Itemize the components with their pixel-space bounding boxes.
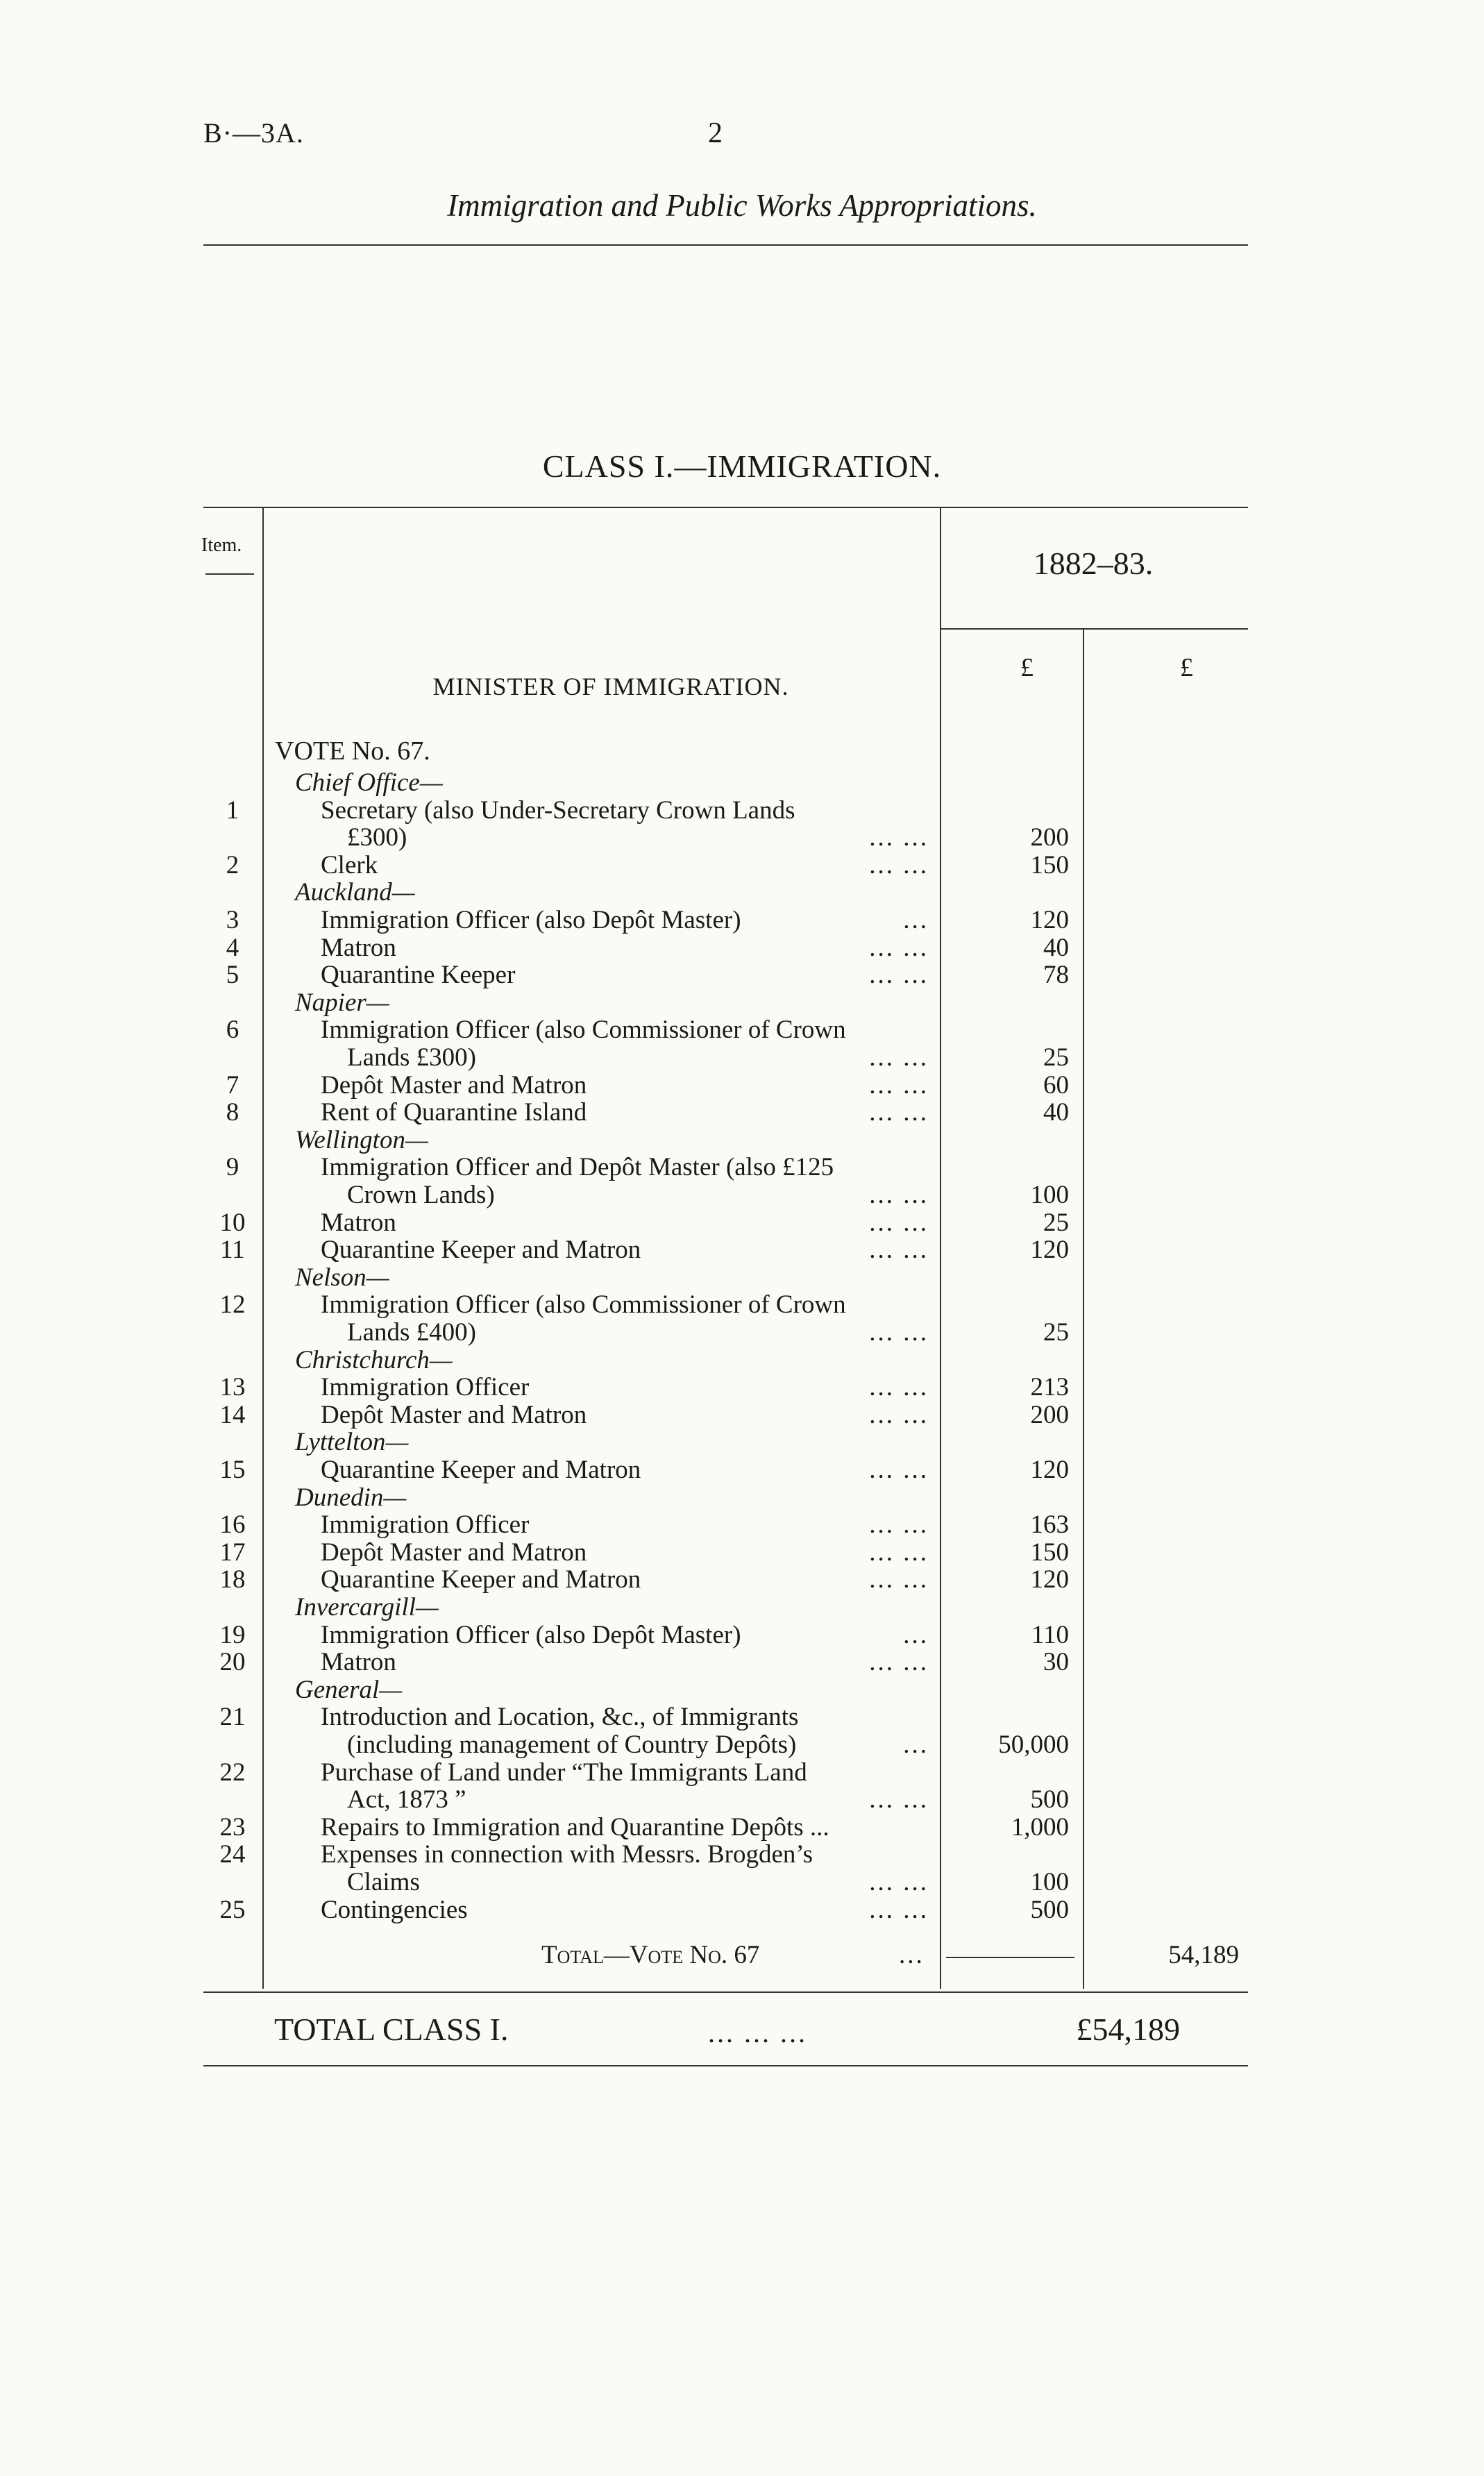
item-description: Quarantine Keeper and Matron [321, 1565, 641, 1594]
district-heading-row [0, 1264, 1484, 1291]
item-description: (including management of Country Depôts) [347, 1730, 797, 1759]
dot-leader: ... ... [869, 1785, 929, 1814]
item-number: 14 [219, 1400, 246, 1429]
item-amount: 40 [1043, 933, 1069, 962]
item-description: Clerk [321, 850, 378, 879]
item-number: 5 [226, 961, 239, 990]
item-description: Repairs to Immigration and Quarantine Depôts ... [321, 1812, 829, 1842]
appropriation-row [0, 1154, 1484, 1181]
item-description: £300) [347, 823, 407, 852]
item-description: Contingencies [321, 1895, 468, 1924]
district-heading-row [0, 1429, 1484, 1456]
appropriation-row [0, 1869, 1484, 1896]
vote-total-row [0, 1942, 1484, 1969]
item-number: 23 [219, 1812, 246, 1842]
item-description: Matron [321, 933, 396, 962]
item-amount: 25 [1043, 1043, 1069, 1072]
appropriation-row [0, 934, 1484, 961]
item-amount: 110 [1031, 1620, 1069, 1649]
item-amount: 120 [1030, 1236, 1069, 1265]
item-amount: 50,000 [998, 1730, 1069, 1759]
dot-leader: ... ... [869, 1895, 929, 1924]
item-number: 15 [219, 1456, 246, 1484]
district-heading: Christchurch— [295, 1345, 453, 1374]
appropriation-row [0, 961, 1484, 988]
item-description: Claims [347, 1868, 420, 1896]
item-number: 16 [219, 1510, 246, 1540]
appropriation-row [0, 1759, 1484, 1786]
district-heading: Auckland— [295, 878, 415, 907]
dot-leader: ... ... [869, 1510, 929, 1540]
vote-heading: VOTE No. 67. [275, 736, 430, 766]
appropriation-row [0, 1236, 1484, 1263]
item-number: 24 [219, 1840, 246, 1869]
appropriation-row [0, 1649, 1484, 1676]
item-amount: 1,000 [1011, 1812, 1069, 1842]
year-header-rule [941, 628, 1248, 630]
item-header-rule [205, 573, 254, 575]
item-amount: 213 [1030, 1373, 1069, 1402]
appropriation-row [0, 1703, 1484, 1730]
dot-leader: ... ... [869, 1318, 929, 1347]
appropriation-row [0, 1044, 1484, 1071]
dot-leader: ... ... [869, 1373, 929, 1402]
dot-leader: ... ... [869, 961, 929, 990]
item-amount: 30 [1043, 1648, 1069, 1677]
item-description: Introduction and Location, &c., of Immigrants [321, 1703, 799, 1732]
item-description: Quarantine Keeper [321, 961, 516, 990]
item-column-header: Item. [201, 534, 242, 556]
dot-leader: ... ... [869, 1648, 929, 1677]
item-number: 6 [226, 1016, 239, 1045]
appropriation-row [0, 824, 1484, 851]
item-description: Lands £300) [347, 1043, 476, 1072]
district-heading: Invercargill— [295, 1593, 439, 1622]
vote-total-label: Total—Vote No. 67 [541, 1941, 760, 1969]
vote-total-amount: 54,189 [1168, 1941, 1239, 1969]
appropriation-row [0, 1539, 1484, 1566]
dot-leader: ... ... [869, 1565, 929, 1594]
item-number: 8 [226, 1098, 239, 1127]
dot-leader: ... ... [869, 1181, 929, 1209]
amount-sum-rule [946, 1957, 1074, 1958]
document-reference: B·—3A. [203, 117, 304, 149]
dot-leader: ... ... [869, 823, 929, 852]
item-number: 12 [219, 1290, 246, 1320]
item-description: Depôt Master and Matron [321, 1400, 587, 1429]
dot-leader: ... [903, 1620, 929, 1649]
appropriation-row [0, 1566, 1484, 1593]
district-heading-row [0, 989, 1484, 1016]
dot-leader: ... ... [869, 1208, 929, 1237]
item-amount: 25 [1043, 1208, 1069, 1237]
item-number: 4 [226, 933, 239, 962]
item-amount: 163 [1030, 1510, 1069, 1540]
table-bottom-rule [203, 1991, 1248, 1993]
district-heading: Wellington— [295, 1125, 428, 1154]
appropriation-row [0, 797, 1484, 824]
item-amount: 120 [1030, 1565, 1069, 1594]
district-heading: Nelson— [295, 1263, 389, 1292]
dot-leader: ... [903, 906, 929, 934]
item-number: 1 [226, 795, 239, 825]
appropriation-row [0, 1786, 1484, 1813]
class-total-leader: ... ... ... [708, 2017, 807, 2048]
item-amount: 200 [1030, 823, 1069, 852]
item-description: Immigration Officer (also Commissioner of Crown [321, 1016, 846, 1045]
header-rule [203, 244, 1248, 246]
dot-leader: ... ... [869, 1538, 929, 1567]
class-total-label: TOTAL CLASS I. [274, 2012, 509, 2047]
item-description: Purchase of Land under “The Immigrants Land [321, 1758, 807, 1787]
appropriation-row [0, 1456, 1484, 1483]
appropriation-row [0, 1209, 1484, 1236]
dot-leader: ... ... [869, 1098, 929, 1127]
item-number: 10 [219, 1208, 246, 1237]
item-amount: 40 [1043, 1098, 1069, 1127]
table-top-rule [203, 507, 1248, 508]
appropriation-row [0, 1814, 1484, 1841]
item-amount: 100 [1030, 1181, 1069, 1209]
appropriation-row [0, 1291, 1484, 1318]
item-amount: 100 [1030, 1868, 1069, 1896]
item-amount: 78 [1043, 961, 1069, 990]
dot-leader: ... ... [869, 933, 929, 962]
item-number: 3 [226, 906, 239, 934]
district-heading: General— [295, 1675, 403, 1704]
appropriation-row [0, 1896, 1484, 1923]
item-number: 11 [220, 1236, 245, 1265]
item-number: 13 [219, 1373, 246, 1402]
page-title: Immigration and Public Works Appropriations. [447, 188, 1037, 223]
item-number: 21 [219, 1703, 246, 1732]
item-number: 19 [219, 1620, 246, 1649]
district-heading: Napier— [295, 988, 389, 1017]
item-number: 17 [219, 1538, 246, 1567]
appropriation-row [0, 1731, 1484, 1758]
item-amount: 500 [1030, 1785, 1069, 1814]
item-number: 25 [219, 1895, 246, 1924]
item-amount: 120 [1030, 1456, 1069, 1484]
appropriation-row [0, 1622, 1484, 1649]
vote-total-leader: ... [899, 1941, 925, 1969]
appropriation-row [0, 907, 1484, 934]
class-total-amount: £54,189 [1076, 2012, 1180, 2047]
district-heading: Chief Office— [295, 768, 443, 797]
minister-heading: MINISTER OF IMMIGRATION. [432, 673, 789, 700]
district-heading-row [0, 1594, 1484, 1621]
item-amount: 25 [1043, 1318, 1069, 1347]
district-heading-row [0, 1484, 1484, 1511]
appropriation-row [0, 1319, 1484, 1346]
dot-leader: ... ... [869, 1868, 929, 1896]
item-description: Immigration Officer [321, 1510, 530, 1540]
item-description: Immigration Officer (also Depôt Master) [321, 906, 741, 934]
item-description: Quarantine Keeper and Matron [321, 1236, 641, 1265]
item-amount: 150 [1030, 1538, 1069, 1567]
item-amount: 150 [1030, 850, 1069, 879]
item-number: 22 [219, 1758, 246, 1787]
dot-leader: ... ... [869, 1043, 929, 1072]
appropriation-row [0, 1072, 1484, 1099]
dot-leader: ... ... [869, 1236, 929, 1265]
item-description: Immigration Officer (also Depôt Master) [321, 1620, 741, 1649]
district-heading: Lyttelton— [295, 1428, 409, 1457]
appropriation-row [0, 1016, 1484, 1043]
year-column-header: 1882–83. [1033, 546, 1154, 581]
item-description: Depôt Master and Matron [321, 1538, 587, 1567]
item-description: Expenses in connection with Messrs. Brogden’s [321, 1840, 813, 1869]
item-description: Secretary (also Under-Secretary Crown Lands [321, 795, 795, 825]
appropriation-row [0, 852, 1484, 879]
item-amount: 500 [1030, 1895, 1069, 1924]
item-number: 9 [226, 1153, 239, 1182]
pound-sign-totals: £ [1180, 653, 1193, 682]
district-heading: Dunedin— [295, 1483, 407, 1512]
district-heading-row [0, 879, 1484, 906]
item-description: Lands £400) [347, 1318, 476, 1347]
item-description: Immigration Officer (also Commissioner of Crown [321, 1290, 846, 1320]
item-number: 2 [226, 850, 239, 879]
appropriation-row [0, 1099, 1484, 1126]
appropriation-row [0, 1841, 1484, 1868]
district-heading-row [0, 769, 1484, 796]
item-description: Matron [321, 1208, 396, 1237]
item-description: Matron [321, 1648, 396, 1677]
appropriation-row [0, 1181, 1484, 1208]
dot-leader: ... ... [869, 850, 929, 879]
item-amount: 60 [1043, 1070, 1069, 1100]
district-heading-row [0, 1676, 1484, 1703]
dot-leader: ... [903, 1730, 929, 1759]
page-number: 2 [708, 117, 723, 149]
class-total-rule [203, 2065, 1248, 2066]
pound-sign-items: £ [1020, 653, 1034, 682]
district-heading-row [0, 1127, 1484, 1154]
appropriation-row [0, 1401, 1484, 1429]
class-title: CLASS I.—IMMIGRATION. [542, 448, 942, 484]
dot-leader: ... ... [869, 1400, 929, 1429]
appropriation-row [0, 1374, 1484, 1401]
item-description: Act, 1873 ” [347, 1785, 466, 1814]
dot-leader: ... ... [869, 1456, 929, 1484]
item-description: Immigration Officer [321, 1373, 530, 1402]
appropriation-row [0, 1511, 1484, 1538]
item-number: 18 [219, 1565, 246, 1594]
item-number: 20 [219, 1648, 246, 1677]
district-heading-row [0, 1347, 1484, 1374]
item-description: Depôt Master and Matron [321, 1070, 587, 1100]
item-description: Rent of Quarantine Island [321, 1098, 587, 1127]
item-description: Quarantine Keeper and Matron [321, 1456, 641, 1484]
dot-leader: ... ... [869, 1070, 929, 1100]
item-number: 7 [226, 1070, 239, 1100]
item-description: Crown Lands) [347, 1181, 495, 1209]
item-amount: 200 [1030, 1400, 1069, 1429]
item-amount: 120 [1030, 906, 1069, 934]
item-description: Immigration Officer and Depôt Master (also £125 [321, 1153, 834, 1182]
